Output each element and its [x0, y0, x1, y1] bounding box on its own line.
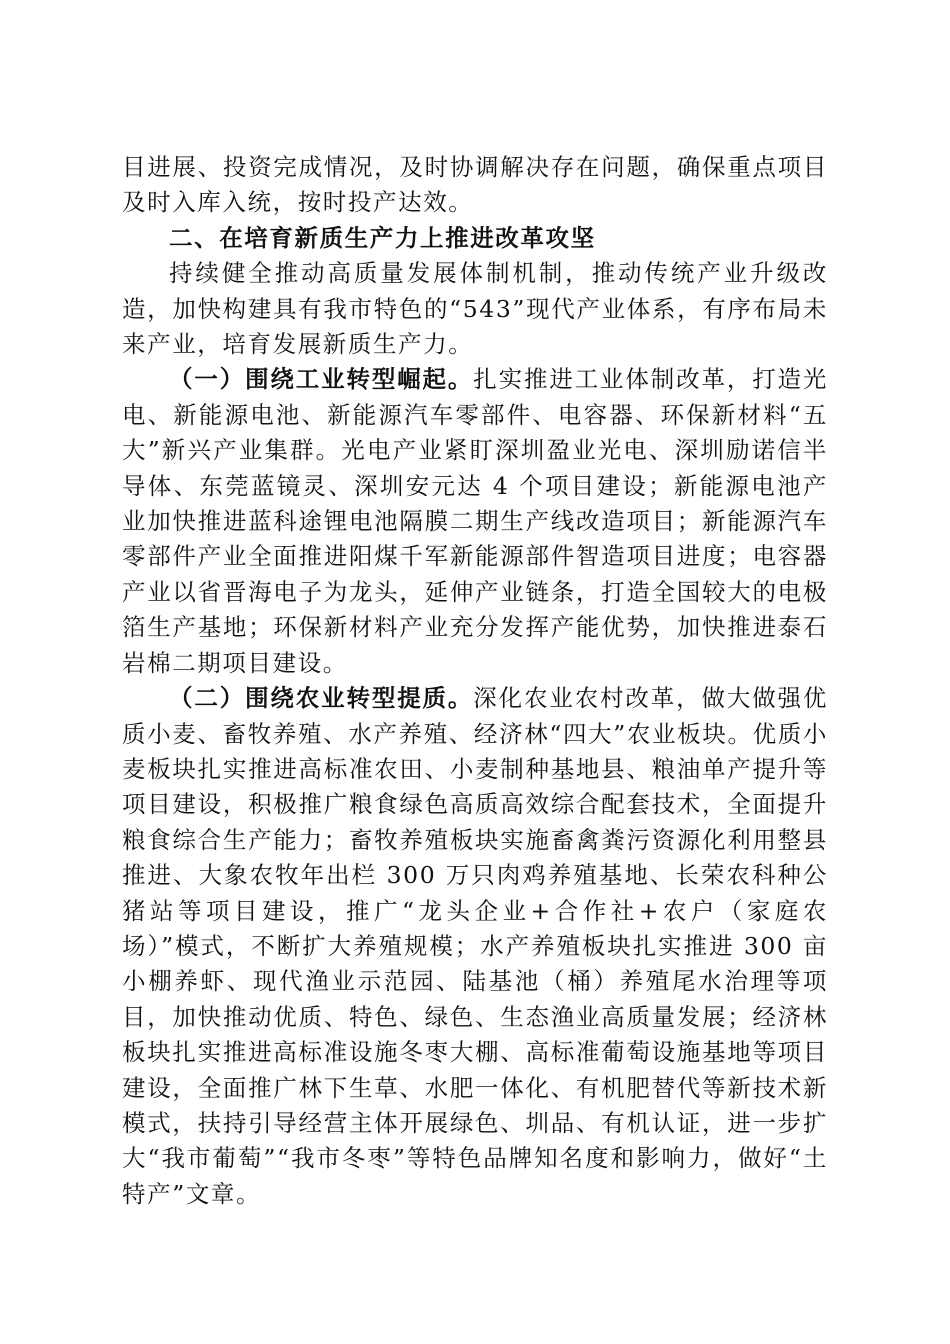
item-two-title: （二）围绕农业转型提质。: [169, 684, 474, 713]
document-body: [122, 150, 828, 1212]
item-one-paragraph: [122, 362, 828, 681]
section-intro-paragraph: 持续健全推动高质量发展体制机制，推动传统产业升级改造，加快构建具有我市特色的“543”现代产业体系，有序布局未来产业，培育发展新质生产力。: [122, 259, 828, 359]
item-two-body: 深化农业农村改革，做大做强优质小麦、畜牧养殖、水产养殖、经济林“四大”农业板块。优质小麦板块扎实推进高标准农田、小麦制种基地县、粮油单产提升等项目建设，积极推广粮食绿色高质高效综合配套技术，全面提升粮食综合生产能力；畜牧养殖板块实施畜禽粪污资源化利用整县推进、大象农牧年出栏 300 万只肉鸡养殖基地、长荣农科种公猪站等项目建设，推广“龙头企业+合作社+农户（家庭农场）”模式，不断扩大养殖规模；水产养殖板块扎实推进 300 亩小棚养虾、现代渔业示范园、陆基池（桶）养殖尾水治理等项目，加快推动优质、特色、绿色、生态渔业高质量发展；经济林板块扎实推进高标准设施冬枣大棚、高标准葡萄设施基地等项目建设，全面推广林下生草、水肥一体化、有机肥替代等新技术新模式，扶持引导经营主体开展绿色、圳品、有机认证，进一步扩大“我市葡萄”“我市冬枣”等特色品牌知名度和影响力，做好“土特产”文章。: [122, 684, 829, 1208]
item-two-paragraph: [122, 681, 828, 1212]
section-heading: 二、在培育新质生产力上推进改革攻坚: [169, 223, 596, 252]
item-one-title: （一）围绕工业转型崛起。: [169, 365, 474, 394]
continuation-paragraph: 目进展、投资完成情况，及时协调解决存在问题，确保重点项目及时入库入统，按时投产达效。: [122, 153, 828, 217]
item-one-body: 扎实推进工业体制改革，打造光电、新能源电池、新能源汽车零部件、电容器、环保新材料“五大”新兴产业集群。光电产业紧盯深圳盈业光电、深圳励诺信半导体、东莞蓝镜灵、深圳安元达 4 个项目建设；新能源电池产业加快推进蓝科途锂电池隔膜二期生产线改造项目；新能源汽车零部件产业全面推进阳煤千军新能源部件智造项目进度；电容器产业以省晋海电子为龙头，延伸产业链条，打造全国较大的电极箔生产基地；环保新材料产业充分发挥产能优势，加快推进泰石岩棉二期项目建设。: [122, 365, 829, 677]
